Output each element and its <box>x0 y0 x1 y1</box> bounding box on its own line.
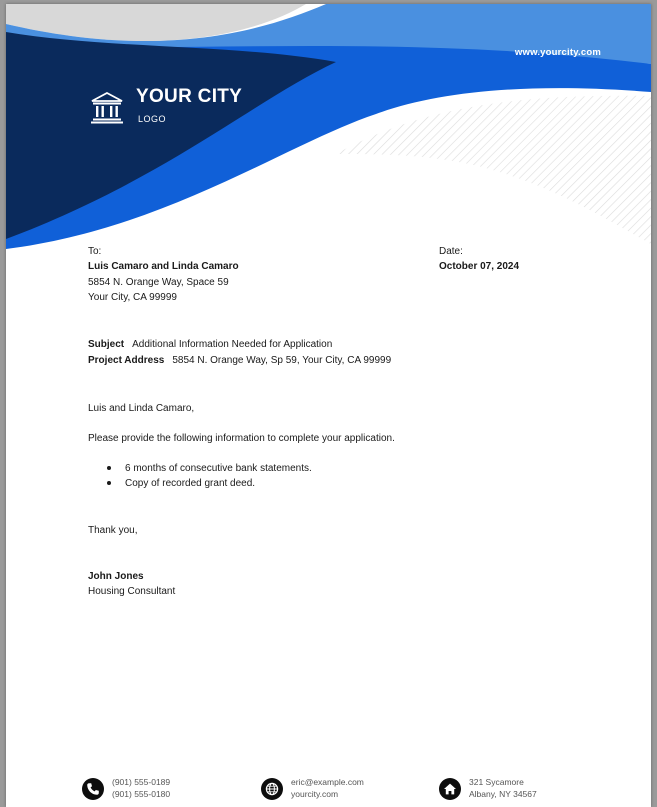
logo-subtext: LOGO <box>138 114 167 124</box>
phone-line1[interactable]: (901) 555-0189 <box>112 777 171 787</box>
phone-icon <box>82 778 104 800</box>
home-icon <box>439 778 461 800</box>
website-link[interactable]: yourcity.com <box>291 788 339 799</box>
bank-building-icon <box>90 92 124 124</box>
address-line1: 321 Sycamore <box>469 777 524 787</box>
header-wave-graphic <box>6 4 651 254</box>
recipient-address-line2: Your City, CA 99999 <box>88 292 177 303</box>
signature-title: Housing Consultant <box>88 586 176 597</box>
letter-page <box>6 4 651 807</box>
date-value: October 07, 2024 <box>439 261 520 272</box>
address-line2: Albany, NY 34567 <box>469 788 537 799</box>
subject-label: Subject <box>88 339 125 350</box>
intro-paragraph: Please provide the following information to complete your application. <box>88 433 395 444</box>
subject-value: Additional Information Needed for Application <box>132 339 333 350</box>
closing: Thank you, <box>88 525 138 536</box>
logo-name: YOUR CITY <box>136 86 243 107</box>
phone-line2[interactable]: (901) 555-0180 <box>112 788 171 799</box>
website-url[interactable]: www.yourcity.com <box>514 47 601 58</box>
globe-icon <box>261 778 283 800</box>
project-address-value: 5854 N. Orange Way, Sp 59, Your City, CA 99999 <box>172 355 392 366</box>
recipient-label: To: <box>88 246 102 257</box>
salutation: Luis and Linda Camaro, <box>88 403 195 414</box>
project-address-line <box>88 353 391 369</box>
date-label: Date: <box>439 246 463 257</box>
recipient-address-line1: 5854 N. Orange Way, Space 59 <box>88 277 229 288</box>
project-address-label: Project Address <box>88 355 165 366</box>
list-item: 6 months of consecutive bank statements. <box>102 461 312 476</box>
subject-line <box>88 337 332 353</box>
requested-items-list <box>102 461 312 491</box>
recipient-name: Luis Camaro and Linda Camaro <box>88 261 239 272</box>
signature-name: John Jones <box>88 571 144 582</box>
list-item: Copy of recorded grant deed. <box>102 476 312 491</box>
email-link[interactable]: eric@example.com <box>291 777 364 787</box>
